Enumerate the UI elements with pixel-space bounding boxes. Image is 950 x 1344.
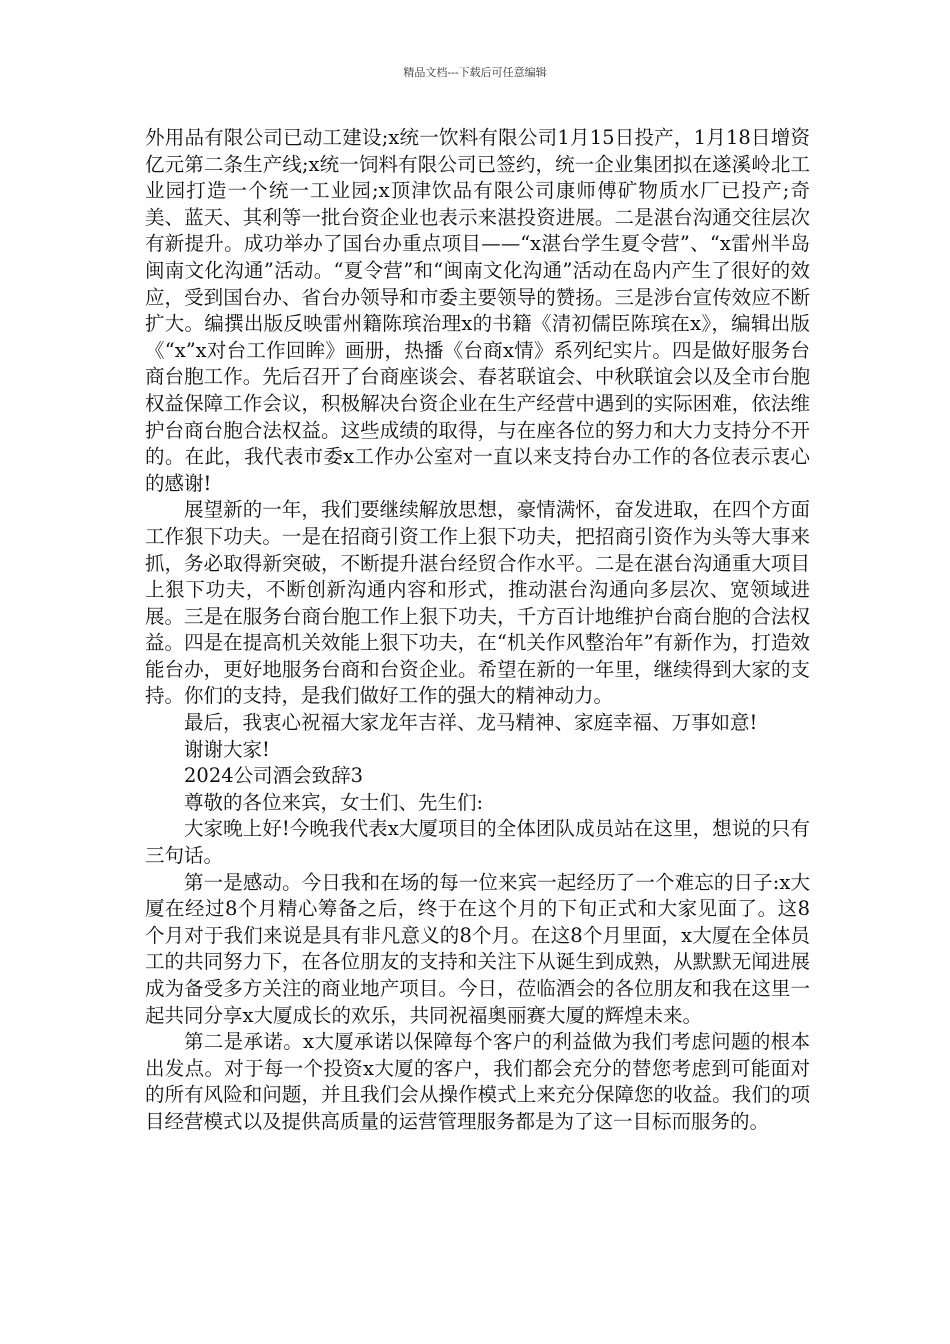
paragraph-second: 第二是承诺。x大厦承诺以保障每个客户的利益做为我们考虑问题的根本出发点。对于每一个投资x大厦的客户，我们都会充分的替您考虑到可能面对的所有风险和问题，并且我们会从操作模式上来充分保障您的收益。我们的项目经营模式以及提供高质量的运营管理服务都是为了这一目标而服务的。: [145, 1030, 810, 1133]
paragraph-2: 展望新的一年，我们要继续解放思想，豪情满怀，奋发进取，在四个方面工作狠下功夫。一是在招商引资工作上狠下功夫，把招商引资作为头等大事来抓，务必取得新突破，不断提升湛台经贸合作水平。二是在湛台沟通重大项目上狠下功夫，不断创新沟通内容和形式，推动湛台沟通向多层次、宽领域进展。三是在服务台商台胞工作上狠下功夫，千方百计地维护台商台胞的合法权益。四是在提高机关效能上狠下功夫，在“机关作风整治年”有新作为，打造效能台办，更好地服务台商和台资企业。希望在新的一年里，继续得到大家的支持。你们的支持，是我们做好工作的强大的精神动力。: [145, 498, 810, 708]
document-body: [145, 125, 810, 1136]
paragraph-salutation: 尊敬的各位来宾，女士们、先生们:: [184, 790, 484, 814]
paragraph-1: 外用品有限公司已动工建设;x统一饮料有限公司1月15日投产，1月18日增资亿元第二条生产线;x统一饲料有限公司已签约，统一企业集团拟在遂溪岭北工业园打造一个统一工业园;x顶津饮品有限公司康师傅矿物质水厂已投产;奇美、蓝天、其利等一批台资企业也表示来湛投资进展。二是湛台沟通交往层次有新提升。成功举办了国台办重点项目——“x湛台学生夏令营”、“x雷州半岛闽南文化沟通”活动。“夏令营”和“闽南文化沟通”活动在岛内产生了很好的效应，受到国台办、省台办领导和市委主要领导的赞扬。三是涉台宣传效应不断扩大。编撰出版反映雷州籍陈瑸治理x的书籍《清初儒臣陈瑸在x》，编辑出版《“x”x对台工作回眸》画册，热播《台商x情》系列纪实片。四是做好服务台商台胞工作。先后召开了台商座谈会、春茗联谊会、中秋联谊会以及全市台胞权益保障工作会议，积极解决台资企业在生产经营中遇到的实际困难，依法维护台商台胞合法权益。这些成绩的取得，与在座各位的努力和大力支持分不开的。在此，我代表市委x工作办公室对一直以来支持台办工作的各位表示衷心的感谢!: [145, 126, 810, 495]
paragraph-4: 谢谢大家!: [184, 737, 270, 761]
page-header: 精品文档---下载后可任意编辑: [403, 66, 547, 79]
paragraph-greeting: 大家晚上好!今晚我代表x大厦项目的全体团队成员站在这里，想说的只有三句话。: [145, 817, 810, 868]
section-title: 2024公司酒会致辞3: [184, 764, 364, 788]
paragraph-3: 最后，我衷心祝福大家龙年吉祥、龙马精神、家庭幸福、万事如意!: [184, 711, 758, 735]
paragraph-first: 第一是感动。今日我和在场的每一位来宾一起经历了一个难忘的日子:x大厦在经过8个月精心筹备之后，终于在这个月的下旬正式和大家见面了。这8个月对于我们来说是具有非凡意义的8个月。在这8个月里面，x大厦在全体员工的共同努力下，在各位朋友的支持和关注下从诞生到成熟，从默默无闻进展成为备受多方关注的商业地产项目。今日，莅临酒会的各位朋友和我在这里一起共同分享x大厦成长的欢乐，共同祝福奥丽赛大厦的辉煌未来。: [145, 870, 810, 1027]
